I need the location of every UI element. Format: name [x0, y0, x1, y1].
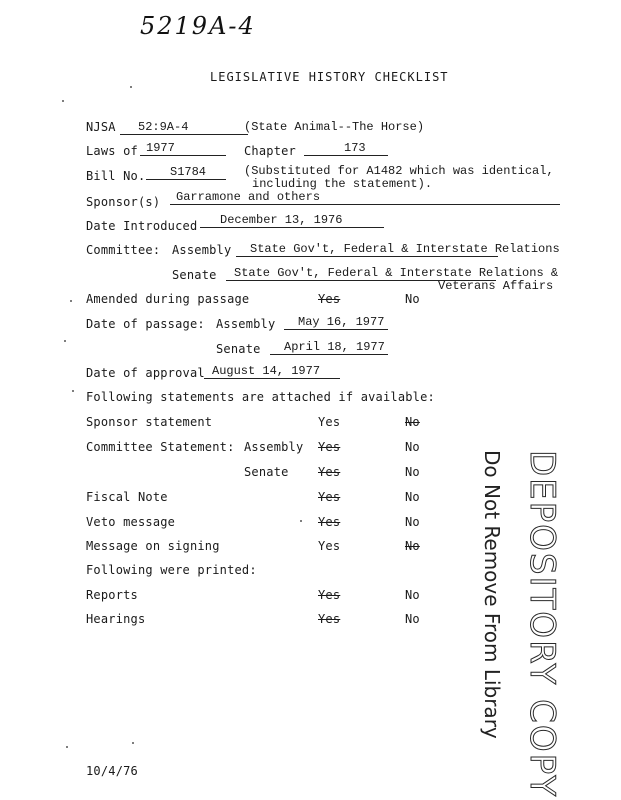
sponsor-statement-label: Sponsor statement — [86, 415, 213, 429]
committee-statement-senate-no: No — [405, 465, 420, 479]
scan-speck — [132, 742, 134, 744]
hearings-no: No — [405, 612, 420, 626]
chapter-value: 173 — [304, 141, 388, 156]
hearings-label: Hearings — [86, 612, 146, 626]
printed-heading: Following were printed: — [86, 563, 257, 577]
footer-date: 10/4/76 — [86, 764, 138, 778]
amended-no: No — [405, 292, 420, 306]
bill-note-line2: including the statement). — [252, 177, 433, 191]
scan-speck — [300, 520, 302, 522]
committee-senate-value: State Gov't, Federal & Interstate Relations & — [226, 266, 496, 281]
sponsor-value: Garramone and others — [170, 190, 560, 205]
amended-yes: Yes — [318, 292, 341, 306]
reports-label: Reports — [86, 588, 138, 602]
fiscal-note-yes: Yes — [318, 490, 341, 504]
njsa-value: 52:9A-4 — [120, 120, 248, 135]
stamp-line2: Do Not Remove From Library — [480, 450, 504, 739]
page-title: LEGISLATIVE HISTORY CHECKLIST — [210, 70, 449, 84]
sponsor-statement-yes: Yes — [318, 415, 341, 429]
committee-senate-label: Senate — [172, 268, 217, 282]
passage-senate-label: Senate — [216, 342, 261, 356]
chapter-label: Chapter — [244, 144, 296, 158]
fiscal-note-no: No — [405, 490, 420, 504]
committee-assembly-label: Assembly — [172, 243, 232, 257]
committee-statement-senate-yes: Yes — [318, 465, 341, 479]
bill-note-line1: (Substituted for A1482 which was identical, — [244, 164, 554, 178]
scan-speck — [64, 340, 66, 342]
veto-message-yes: Yes — [318, 515, 341, 529]
fiscal-note-label: Fiscal Note — [86, 490, 168, 504]
signing-message-label: Message on signing — [86, 539, 220, 553]
laws-year: 1977 — [140, 141, 226, 156]
laws-label: Laws of — [86, 144, 138, 158]
passage-assembly-date: May 16, 1977 — [284, 315, 388, 330]
approval-label: Date of approval — [86, 366, 205, 380]
committee-senate-value-line2: Veterans Affairs — [438, 279, 554, 293]
committee-statement-assembly-label: Assembly — [244, 440, 304, 454]
committee-label: Committee: — [86, 243, 161, 257]
scan-speck — [66, 746, 68, 748]
njsa-note: (State Animal--The Horse) — [244, 120, 425, 134]
committee-statement-assembly-no: No — [405, 440, 420, 454]
date-introduced-value: December 13, 1976 — [200, 213, 384, 228]
committee-statement-assembly-yes: Yes — [318, 440, 341, 454]
committee-assembly-value: State Gov't, Federal & Interstate Relations — [236, 242, 498, 257]
reports-no: No — [405, 588, 420, 602]
passage-assembly-label: Assembly — [216, 317, 276, 331]
sponsor-label: Sponsor(s) — [86, 195, 161, 209]
depository-stamp — [474, 450, 564, 799]
scan-speck — [70, 300, 72, 302]
scan-speck — [130, 86, 132, 88]
amended-label: Amended during passage — [86, 292, 250, 306]
statements-heading: Following statements are attached if available: — [86, 390, 435, 404]
signing-message-no: No — [405, 539, 420, 553]
passage-label: Date of passage: — [86, 317, 205, 331]
scan-speck — [62, 100, 64, 102]
bill-label: Bill No. — [86, 169, 146, 183]
reports-yes: Yes — [318, 588, 341, 602]
passage-senate-date: April 18, 1977 — [270, 340, 388, 355]
approval-value: August 14, 1977 — [204, 364, 340, 379]
veto-message-label: Veto message — [86, 515, 176, 529]
date-introduced-label: Date Introduced — [86, 219, 198, 233]
bill-number: S1784 — [146, 165, 226, 180]
handwritten-number: 5219A-4 — [140, 12, 256, 40]
scan-speck — [72, 390, 74, 392]
signing-message-yes: Yes — [318, 539, 341, 553]
njsa-label: NJSA — [86, 120, 116, 134]
stamp-line1: DEPOSITORY COPY — [522, 450, 562, 799]
veto-message-no: No — [405, 515, 420, 529]
committee-statement-senate-label: Senate — [244, 465, 289, 479]
hearings-yes: Yes — [318, 612, 341, 626]
sponsor-statement-no: No — [405, 415, 420, 429]
committee-statement-label: Committee Statement: — [86, 440, 235, 454]
